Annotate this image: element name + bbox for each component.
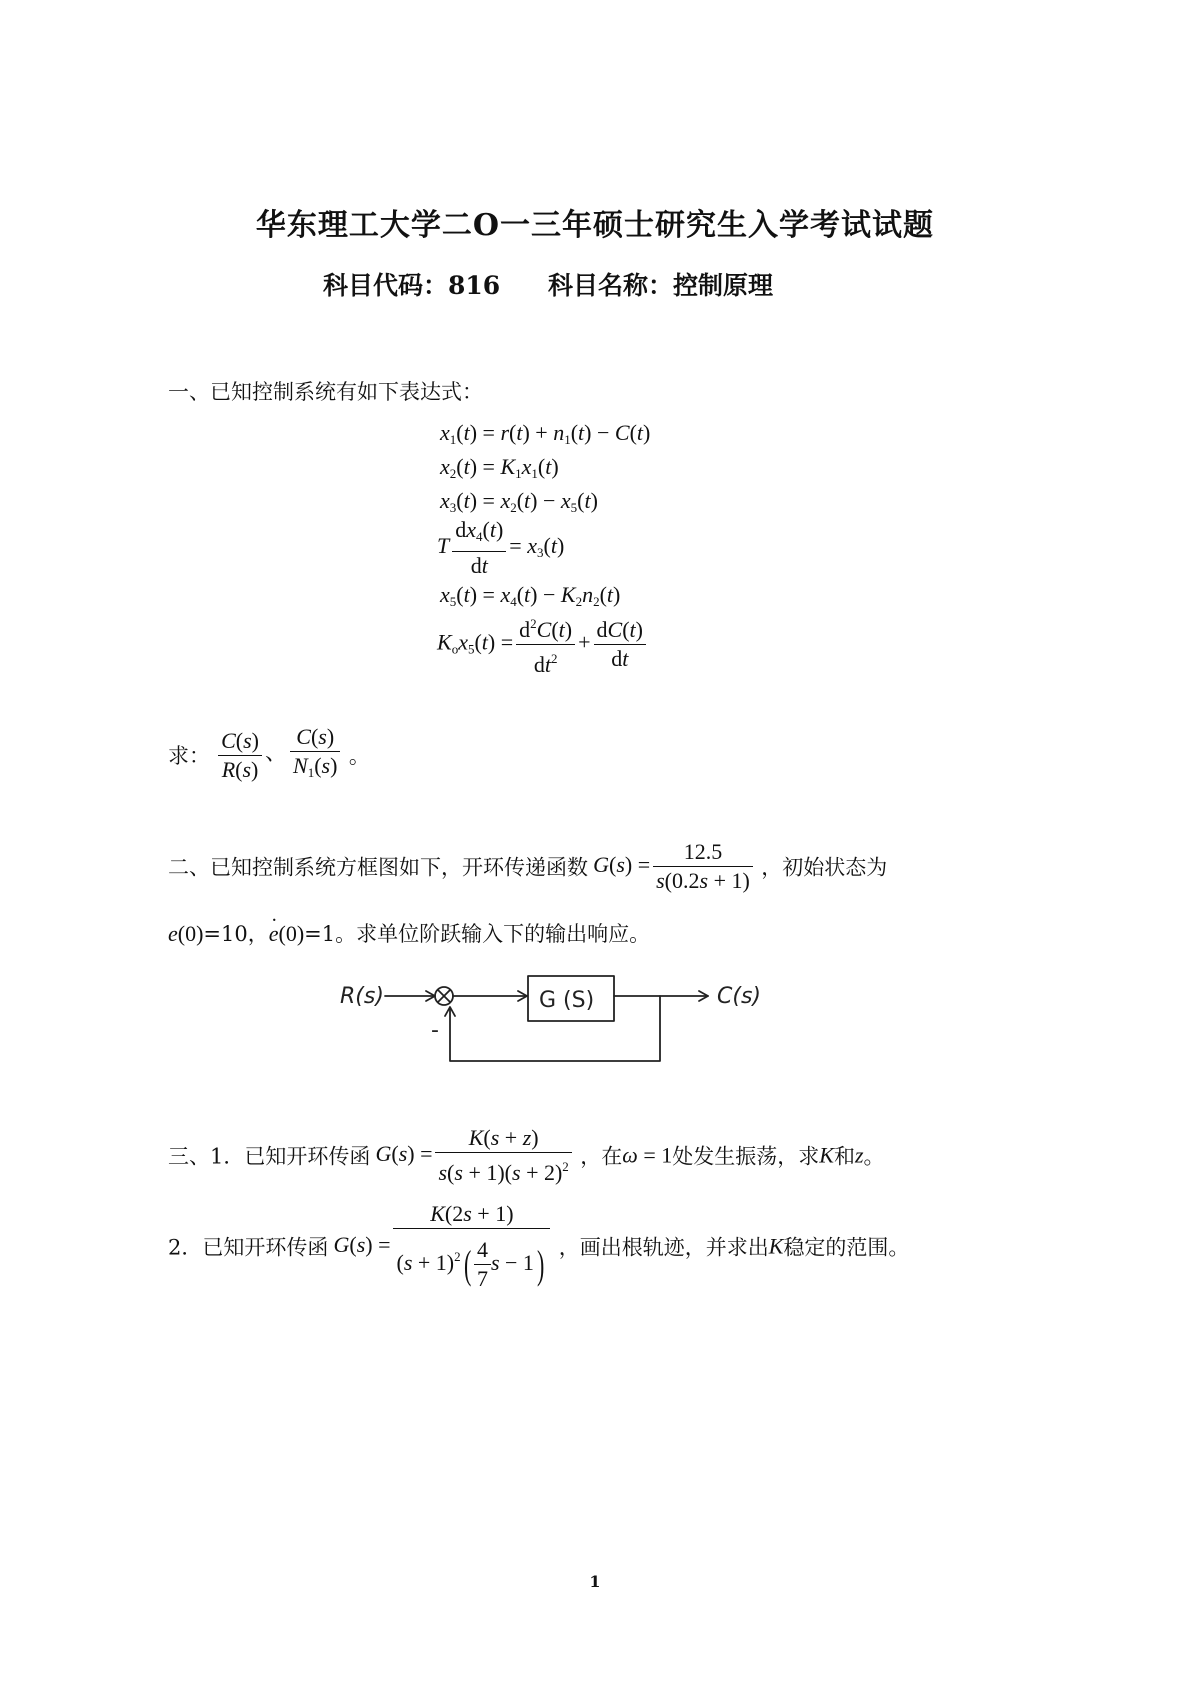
q1-ask-suffix: 。 — [348, 744, 370, 768]
exam-title: 华东理工大学二O一三年硕士研究生入学考试试题 — [255, 208, 935, 243]
q2-text-part2: ，初始状态为 — [761, 855, 888, 880]
block-label: G (S) — [539, 988, 595, 1013]
q1-ask — [168, 723, 370, 785]
q1-ask-fractions: $\frac{C(s)}{R(s)}$ 、 $\frac{C(s)}{N_1(s)}$ — [215, 740, 349, 765]
q1-equation-system — [437, 420, 740, 680]
page-number: 1 — [589, 1572, 601, 1591]
q3-part1-suffix-a: ，在 — [580, 1144, 623, 1169]
q2-line1 — [168, 838, 887, 900]
feedback-sign: - — [431, 1018, 439, 1043]
output-label: C(s) — [717, 984, 761, 1009]
equation-6: $K_ox_5(t)$ = $\frac{d^2C(t)}{dt^2}$ + $\frac{dC(t)}{dt}$ — [437, 610, 649, 679]
subject-code: 科目代码：816 — [323, 271, 501, 300]
q3-part1-suffix-d: 。 — [863, 1144, 885, 1169]
subject-name: 科目名称：控制原理 — [548, 271, 774, 300]
q3-part2-suffix-b: 稳定的范围。 — [783, 1235, 910, 1260]
equation-1: $x_1(t) = r(t) + n_1(t) - C(t)$ — [440, 420, 651, 447]
q3-part2-transfer-function: G(s) = K(2s + 1) $(s + 1)^2$( $\frac{4}{7}$ s − 1) — [333, 1232, 558, 1257]
q3-part2-prefix: 2．已知开环传函 — [168, 1235, 329, 1260]
input-label: R(s) — [340, 984, 384, 1009]
q2-line2: e(0)=10，. e(0)=1。求单位阶跃输入下的输出响应。 — [168, 918, 650, 948]
q3-part1: 三、1．已知开环传函 G(s) = $\frac{K(s + z)}{s(s + 1)(s + 2)^2}$ ，在ω = 1处发生振荡，求K和z。 — [168, 1125, 885, 1185]
q3-part1-transfer-function: G(s) = $\frac{K(s + z)}{s(s + 1)(s + 2)^2}$ — [375, 1141, 580, 1166]
q2-text-part1: 二、已知控制系统方框图如下，开环传递函数 — [168, 855, 588, 880]
q3-part2-suffix-a: ，画出根轨迹，并求出 — [558, 1235, 769, 1260]
q2-tf-numerator: 12.5 — [653, 838, 753, 867]
equation-2: $x_2(t) = K_1x_1(t)$ — [440, 454, 559, 481]
q3-part1-prefix: 三、1．已知开环传函 — [168, 1144, 371, 1169]
q3-part1-suffix-b: 处发生振荡，求 — [672, 1144, 820, 1169]
equation-4: T $\frac{dx_4(t)}{dt}$ = $x_3(t)$ — [437, 517, 565, 578]
q2-line2-text: =10， — [203, 922, 269, 946]
equation-5: $x_5(t) = x_4(t) - K_2n_2(t)$ — [440, 582, 621, 609]
q2-transfer-function: G(s) = $\frac{12.5}{s(0.2s + 1)}$ — [593, 852, 761, 877]
q1-ask-prefix: 求： — [168, 744, 210, 768]
q2-line2-end: =1。求单位阶跃输入下的输出响应。 — [304, 922, 651, 946]
q1-prompt: 一、已知控制系统有如下表达式： — [168, 380, 483, 404]
equation-3: $x_3(t) = x_2(t) - x_5(t)$ — [440, 488, 598, 515]
q2-block-diagram — [330, 965, 810, 1085]
q3-part2: 2．已知开环传函 G(s) = K(2s + 1) $(s + 1)^2$( $\frac{4}{7}$ s − 1) ，画出根轨迹，并求出K稳定的范围。 — [168, 1201, 910, 1292]
q3-part1-suffix-c: 和 — [833, 1144, 855, 1169]
